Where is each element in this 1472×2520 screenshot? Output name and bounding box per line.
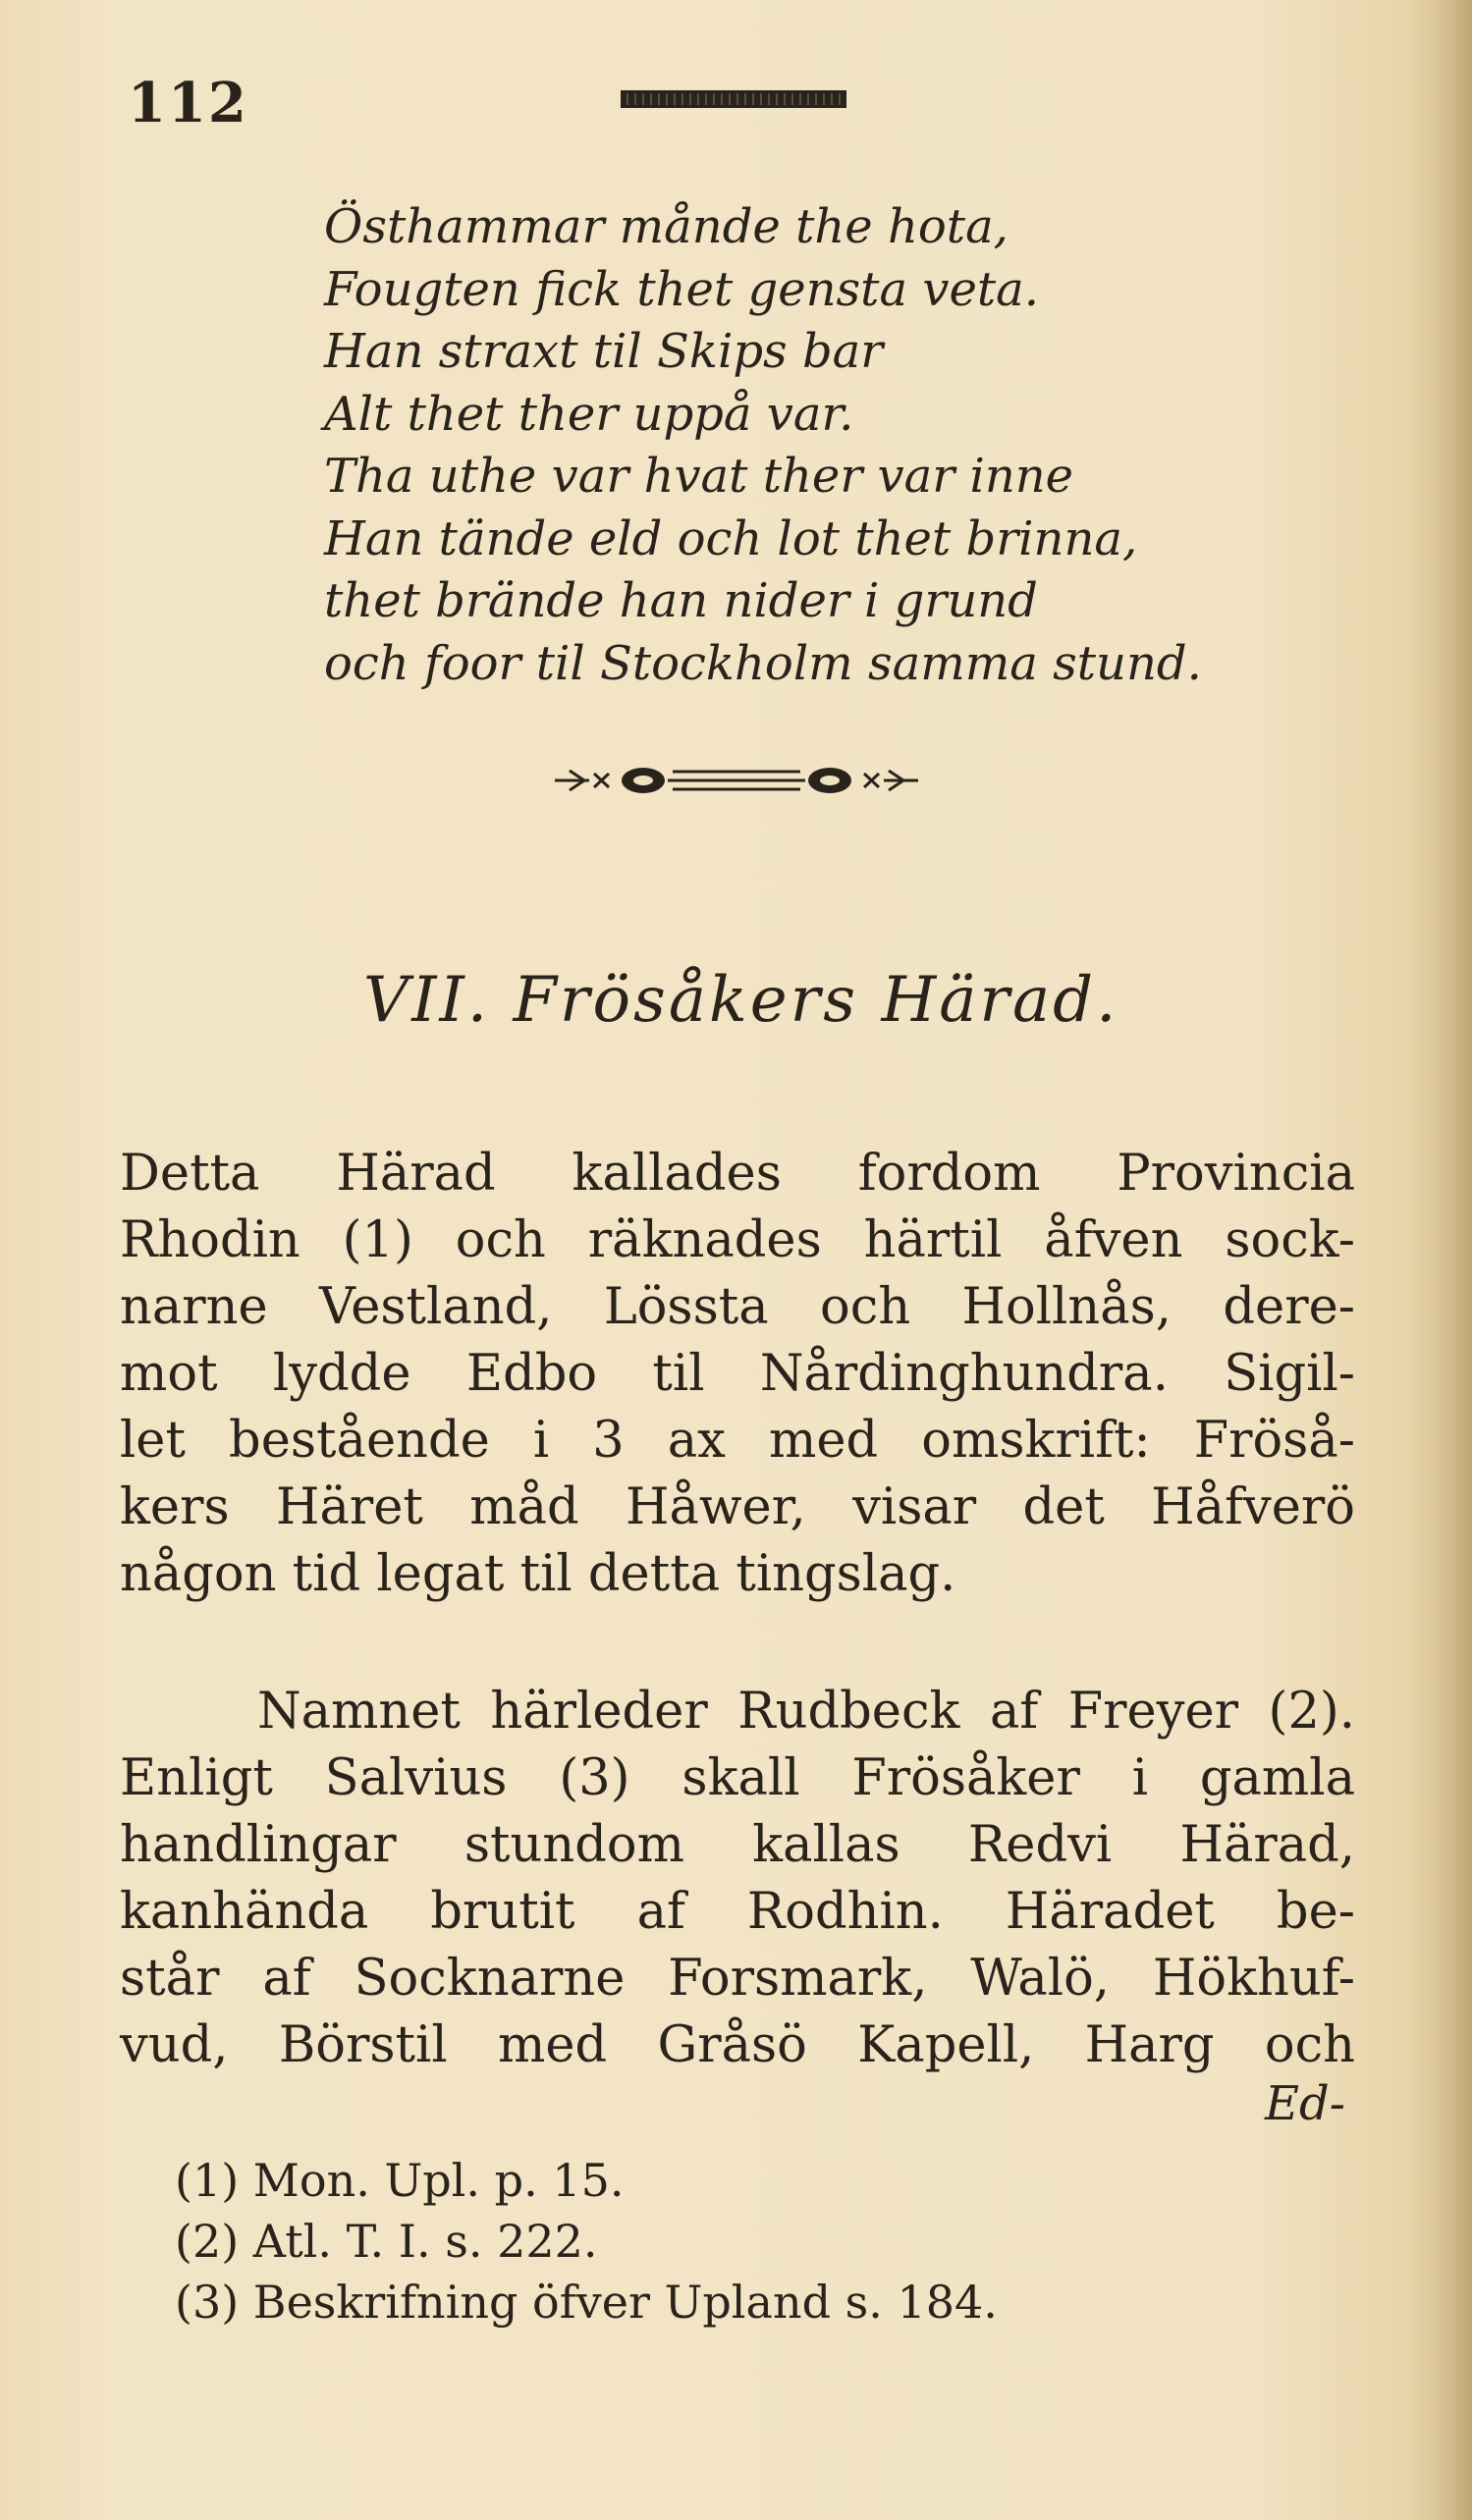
paragraph-line: mot lydde Edbo til Nårdinghundra. Sigil- [120,1345,1355,1403]
poem-line: Tha uthe var hvat ther var inne [324,449,1074,504]
poem-line: Fougten fick thet gensta veta. [324,261,1040,317]
paragraph-line: Enligt Salvius (3) skall Frösåker i gamla [120,1749,1355,1807]
paragraph-line: handlingar stundom kallas Redvi Härad, [120,1816,1355,1874]
paragraph-line: Rhodin (1) och räknades härtil åfven sock- [120,1211,1355,1269]
poem-line: Han tände eld och lot thet brinna, [324,510,1138,566]
paragraph-line: Namnet härleder Rudbeck af Freyer (2). [257,1683,1355,1741]
catch-word: Ed- [1265,2076,1345,2131]
paragraph-line: vud, Börstil med Gråsö Kapell, Harg och [120,2016,1355,2074]
poem-line: thet brände han nider i grund [324,573,1038,628]
paragraph-2 [120,1679,1355,2079]
section-heading: VII. Frösåkers Härad. [363,964,1119,1037]
poem-line: Han straxt til Skips bar [324,324,884,379]
paragraph-line: står af Socknarne Forsmark, Walö, Hökhuf- [120,1950,1355,2008]
poem-line: Östhammar månde the hota, [324,199,1009,254]
footnote: (3) Beskrifning öfver Upland s. 184. [175,2276,998,2329]
paragraph-line: let bestående i 3 ax med omskrift: Fröså- [120,1412,1355,1470]
poem-line: Alt thet ther uppå var. [324,386,854,442]
paragraph-1 [120,1141,1355,1608]
footnote: (1) Mon. Upl. p. 15. [175,2154,625,2207]
paragraph-line: Detta Härad kallades fordom Provincia [120,1145,1355,1203]
paragraph-line: narne Vestland, Lössta och Hollnås, dere- [120,1278,1355,1336]
paragraph-line: kers Häret måd Håwer, visar det Håfverö [120,1478,1355,1536]
poem-line: och foor til Stockholm samma stund. [324,635,1202,691]
footnotes [175,2150,1157,2332]
poem-stanza [324,196,1306,695]
footnote: (2) Atl. T. I. s. 222. [175,2215,598,2268]
decorative-ornament [550,756,923,805]
paragraph-line: någon tid legat til detta tingslag. [120,1545,956,1603]
page-number: 112 [128,71,248,135]
paragraph-line: kanhända brutit af Rodhin. Häradet be- [120,1883,1355,1941]
page-header [0,0,1472,157]
header-rule [621,90,846,108]
page-edge-shadow [1403,0,1472,2520]
